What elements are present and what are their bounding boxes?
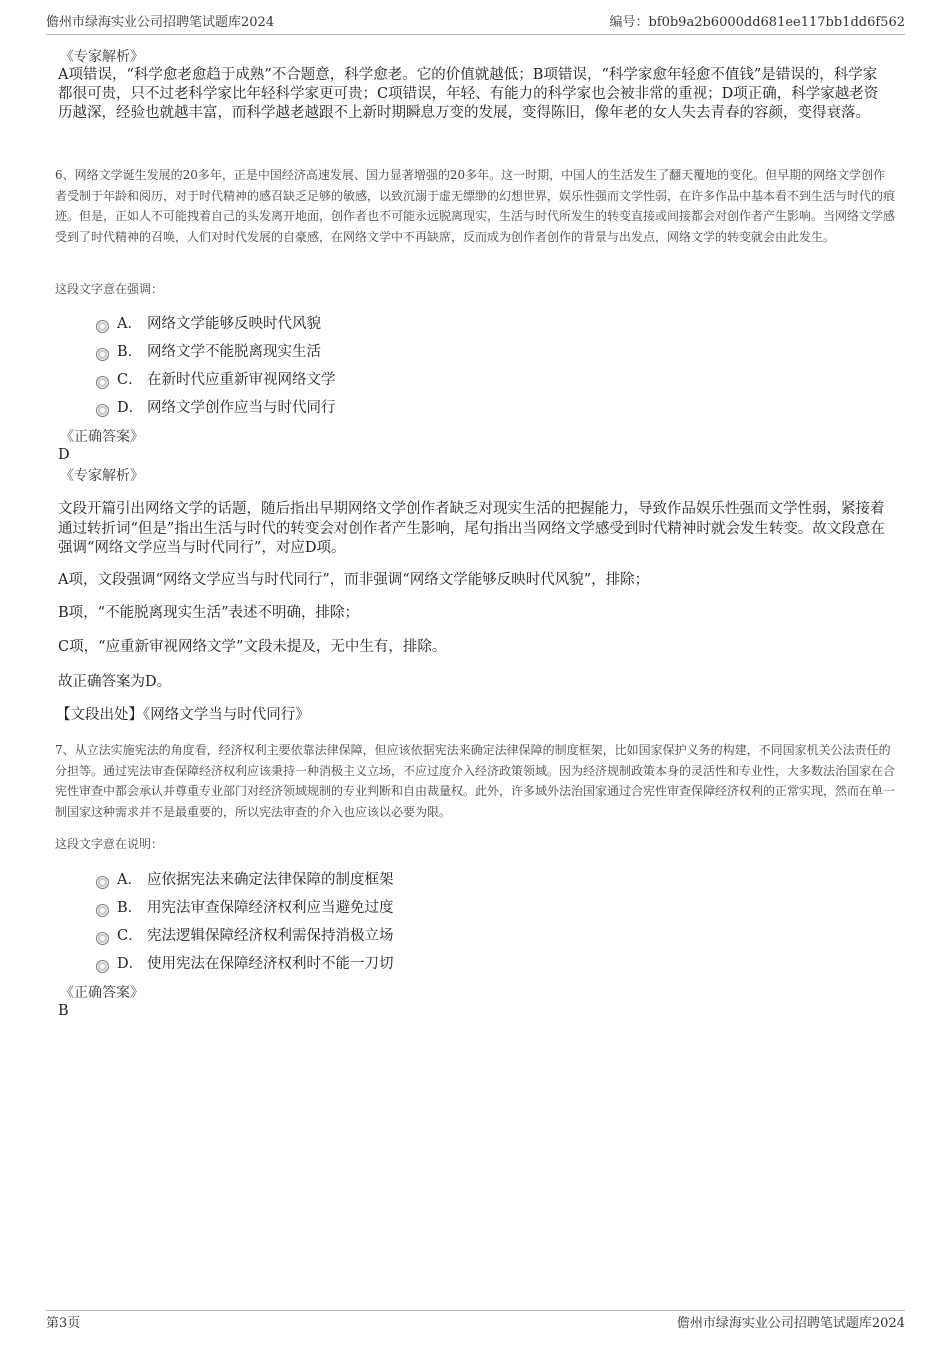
q6-analysis-paragraph-5: 故正确答案为D。 — [58, 674, 172, 690]
q7-option-a[interactable]: A． 应依据宪法来确定法律保障的制度框架 — [96, 869, 394, 891]
prev-analysis-text: A项错误，“科学愈老愈趋于成熟”不合题意，科学愈老。它的价值就越低；B项错误，“科学家愈年轻愈不值钱”是错误的，科学家都很可贵，只不过老科学家比年轻科学家更可贵；C项错误，年轻、有能力的科学家也会被非常的重视；D项正确，科学家越老资历越深，经验也就越丰富，而科学越老越跟不上新时期瞬息万变的发展，变得陈旧，像年老的女人失去青春的容颜，变得衰落。 — [58, 67, 879, 121]
q6-option-d[interactable]: D． 网络文学创作应当与时代同行 — [96, 397, 336, 419]
radio-button-icon[interactable] — [96, 404, 109, 417]
q7-answer: B — [58, 1003, 69, 1019]
radio-button-icon[interactable] — [96, 320, 109, 333]
footer-title: 儋州市绿海实业公司招聘笔试题库2024 — [676, 1316, 905, 1331]
q6-analysis-label: 《专家解析》 — [60, 468, 144, 484]
q6-analysis-paragraph-1: 文段开篇引出网络文学的话题，随后指出早期网络文学创作者缺乏对现实生活的把握能力，导致作品娱乐性强而文学性弱，紧接着通过转折词“但是”指出生活与时代的转变会对创作者产生影响，尾句指出当网络文学感受到时代精神时就会发生转变。故文段意在强调“网络文学应当与时代同行”，对应D项。 — [58, 501, 885, 556]
radio-button-icon[interactable] — [96, 376, 109, 389]
q6-answer: D — [58, 447, 70, 463]
q6-option-a[interactable]: A． 网络文学能够反映时代风貌 — [96, 313, 321, 335]
page-number: 第3页 — [46, 1316, 81, 1331]
q7-answer-label: 《正确答案》 — [60, 985, 144, 1001]
question-6-prompt: 这段文字意在强调： — [55, 282, 164, 296]
q6-analysis-paragraph-4: C项，“应重新审视网络文学”文段未提及，无中生有，排除。 — [58, 639, 447, 655]
q6-answer-label: 《正确答案》 — [60, 429, 144, 445]
q6-source: 【文段出处】《网络文学当与时代同行》 — [56, 707, 310, 723]
question-7-prompt: 这段文字意在说明： — [55, 837, 164, 851]
page-footer — [46, 1310, 905, 1333]
q7-option-c[interactable]: C． 宪法逻辑保障经济权利需保持消极立场 — [96, 925, 394, 947]
q6-analysis-paragraph-2: A项，文段强调“网络文学应当与时代同行”，而非强调“网络文学能够反映时代风貌”，排除； — [58, 572, 650, 588]
page-header — [46, 12, 905, 35]
radio-button-icon[interactable] — [96, 904, 109, 917]
header-title: 儋州市绿海实业公司招聘笔试题库2024 — [46, 15, 275, 30]
q7-option-b[interactable]: B． 用宪法审查保障经济权利应当避免过度 — [96, 897, 394, 919]
q6-option-c[interactable]: C． 在新时代应重新审视网络文学 — [96, 369, 336, 391]
radio-button-icon[interactable] — [96, 960, 109, 973]
question-6-text: 6、网络文学诞生发展的20多年，正是中国经济高速发展、国力显著增强的20多年。这一时期，中国人的生活发生了翻天覆地的变化。但早期的网络文学创作者受制于年龄和阅历，对于时代精神的感召缺乏足够的敏感，以致沉溺于虚无缥缈的幻想世界，娱乐性强而文学性弱，在许多作品中基本看不到生活与时代的痕迹。但是，正如人不可能拽着自己的头发离开地面，创作者也不可能永远脱离现实，生活与时代所发生的转变直接或间接都会对创作者产生影响。当网络文学感受到了时代精神的召唤，人们对时代发展的自豪感，在网络文学中不再缺席，反而成为创作者创作的背景与出发点，网络文学的转变就会由此发生。 — [55, 168, 896, 244]
q7-option-d[interactable]: D． 使用宪法在保障经济权利时不能一刀切 — [96, 953, 394, 975]
prev-analysis-label: 《专家解析》 — [60, 49, 144, 65]
question-7-text: 7、从立法实施宪法的角度看，经济权利主要依靠法律保障，但应该依据宪法来确定法律保障的制度框架，比如国家保护义务的构建，不同国家机关公法责任的分担等。通过宪法审查保障经济权利应该秉持一种消极主义立场，不应过度介入经济政策领域。因为经济规制政策本身的灵活性和专业性，大多数法治国家在合宪性审查中都会承认并尊重专业部门对经济领域规制的专业判断和自由裁量权。此外，许多域外法治国家通过合宪性审查保障经济权利的正常实现，然而在单一制国家这种需求并不是最重要的，所以宪法审查的介入也应该以必要为限。 — [55, 743, 896, 819]
header-serial: 编号：bf0b9a2b6000dd681ee117bb1dd6f562 — [609, 15, 905, 30]
radio-button-icon[interactable] — [96, 876, 109, 889]
radio-button-icon[interactable] — [96, 348, 109, 361]
q6-option-b[interactable]: B． 网络文学不能脱离现实生活 — [96, 341, 321, 363]
q6-analysis-paragraph-3: B项，“不能脱离现实生活”表述不明确，排除； — [58, 605, 359, 621]
radio-button-icon[interactable] — [96, 932, 109, 945]
